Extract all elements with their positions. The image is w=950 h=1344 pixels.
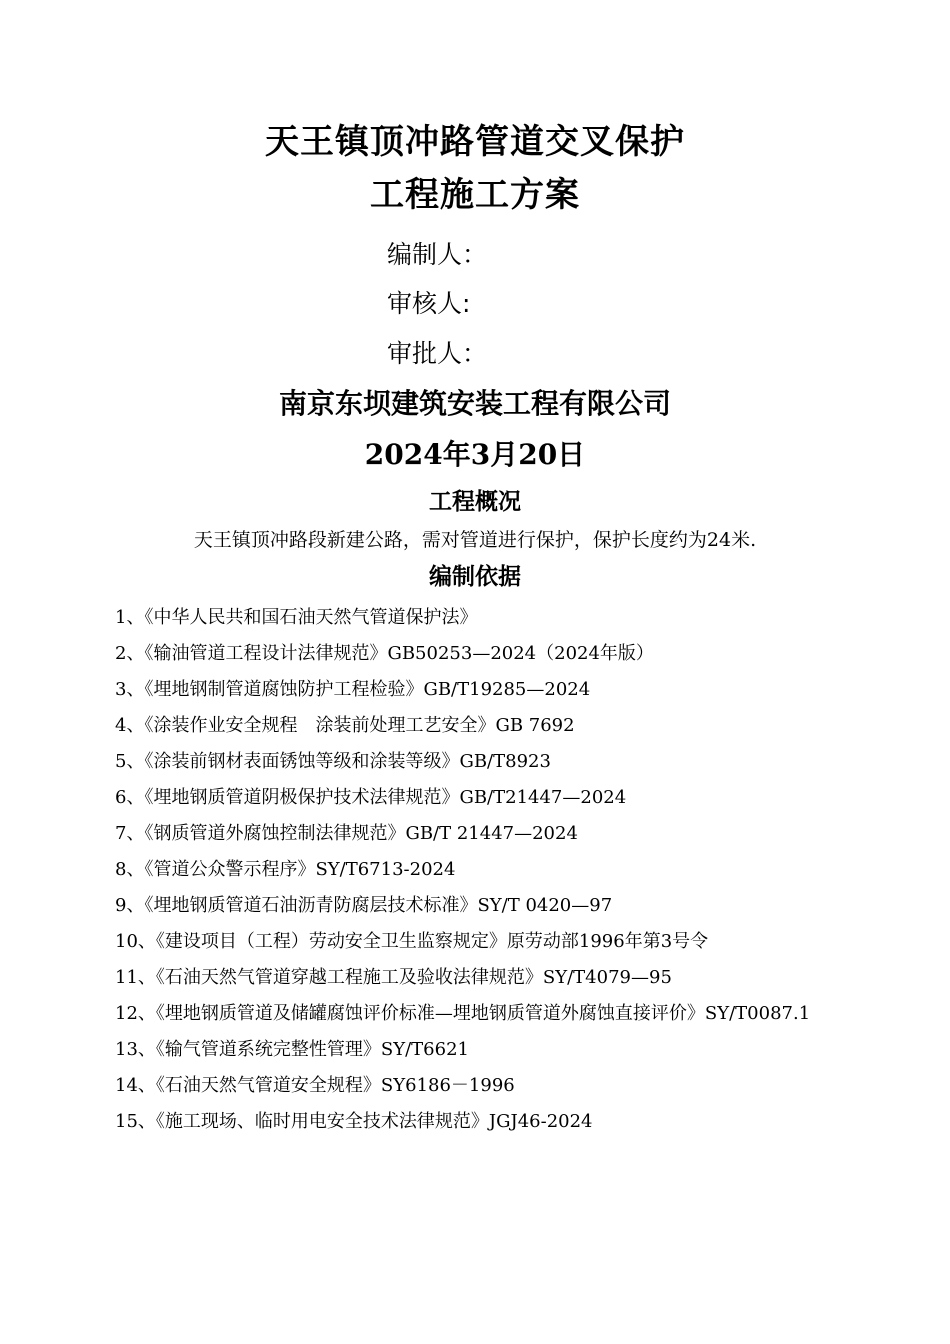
list-item: 8、《管道公众警示程序》SY/T6713-2024 — [115, 859, 456, 880]
approver-label: 审批人： — [387, 339, 488, 368]
list-item: 1、《中华人民共和国石油天然气管道保护法》 — [115, 607, 478, 628]
reviewer-label: 审核人: — [387, 289, 471, 318]
list-item: 6、《埋地钢质管道阴极保护技术法律规范》GB/T21447—2024 — [115, 787, 627, 808]
list-item: 12、《埋地钢质管道及储罐腐蚀评价标准—埋地钢质管道外腐蚀直接评价》SY/T0087.1 — [115, 1003, 811, 1024]
list-item: 11、《石油天然气管道穿越工程施工及验收法律规范》SY/T4079—95 — [115, 967, 672, 988]
document-date: 2024年3月20日 — [364, 438, 586, 471]
list-item: 7、《钢质管道外腐蚀控制法律规范》GB/T 21447—2024 — [115, 823, 578, 844]
list-item: 2、《输油管道工程设计法律规范》GB50253—2024（2024年版） — [115, 643, 654, 664]
list-item: 14、《石油天然气管道安全规程》SY6186－1996 — [115, 1075, 515, 1096]
list-item: 15、《施工现场、临时用电安全技术法律规范》JGJ46-2024 — [115, 1111, 593, 1132]
list-item: 5、《涂装前钢材表面锈蚀等级和涂装等级》GB/T8923 — [115, 751, 551, 772]
document-title: 天王镇顶冲路管道交叉保护 — [265, 122, 685, 162]
basis-list — [115, 600, 845, 1140]
list-item: 4、《涂装作业安全规程 涂装前处理工艺安全》GB 7692 — [115, 715, 575, 736]
document-subtitle: 工程施工方案 — [370, 175, 580, 215]
basis-heading: 编制依据 — [429, 564, 521, 590]
list-item: 10、《建设项目（工程）劳动安全卫生监察规定》原劳动部1996年第3号令 — [115, 931, 709, 952]
overview-text: 天王镇顶冲路段新建公路，需对管道进行保护，保护长度约为24米. — [193, 529, 757, 551]
compiler-label: 编制人： — [387, 240, 488, 269]
company-name: 南京东坝建筑安装工程有限公司 — [278, 387, 671, 420]
list-item: 3、《埋地钢制管道腐蚀防护工程检验》GB/T19285—2024 — [115, 679, 591, 700]
list-item: 9、《埋地钢质管道石油沥青防腐层技术标准》SY/T 0420—97 — [115, 895, 613, 916]
list-item: 13、《输气管道系统完整性管理》SY/T6621 — [115, 1039, 469, 1060]
overview-heading: 工程概况 — [429, 489, 521, 515]
